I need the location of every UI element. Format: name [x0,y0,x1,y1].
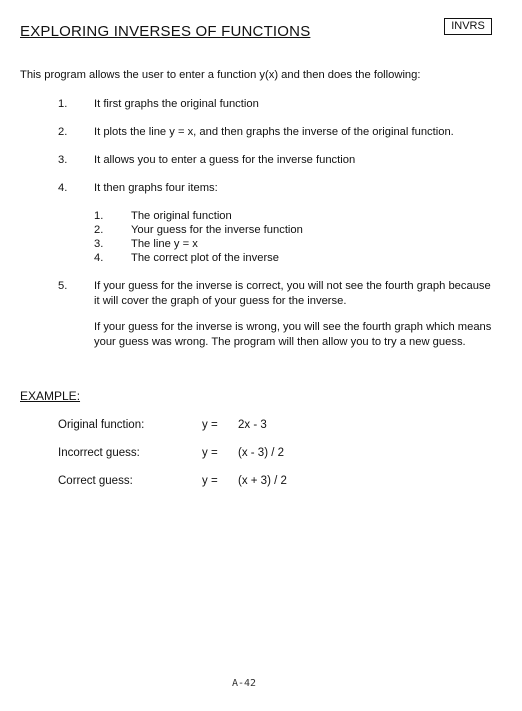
example-label: Original function: [58,419,145,431]
subitem-text: The correct plot of the inverse [131,252,279,264]
step-number: 5. [58,280,68,292]
subitem-number: 3. [94,238,104,250]
example-label: Incorrect guess: [58,447,140,459]
step-number: 4. [58,182,68,194]
example-equals: y = [202,447,218,459]
page-number: A-42 [232,678,257,689]
step-text: If your guess for the inverse is correct, you will not see the fourth graph because it will cover the graph of your guess for the inverse. [94,280,491,307]
example-heading: EXAMPLE: [20,389,81,403]
wrong-guess-paragraph: If your guess for the inverse is wrong, you will see the fourth graph which means your guess was wrong. The program will then allow you to try a new guess. [94,321,492,348]
example-value: 2x - 3 [238,419,267,431]
subitem-number: 1. [94,210,104,222]
intro-text: This program allows the user to enter a function y(x) and then does the following: [20,69,421,81]
step-text: It then graphs four items: [94,182,218,194]
step-number: 3. [58,154,68,166]
example-equals: y = [202,475,218,487]
subitem-text: The original function [131,210,232,222]
subitem-number: 2. [94,224,104,236]
example-equals: y = [202,419,218,431]
step-number: 2. [58,126,68,138]
step-text: It first graphs the original function [94,98,259,110]
subitem-text: The line y = x [131,238,198,250]
step-text: It plots the line y = x, and then graphs the inverse of the original function. [94,126,454,138]
program-tag: INVRS [444,18,492,35]
example-value: (x + 3) / 2 [238,475,287,487]
example-value: (x - 3) / 2 [238,447,285,459]
step-number: 1. [58,98,68,110]
step-text: It allows you to enter a guess for the inverse function [94,154,356,166]
example-label: Correct guess: [58,475,133,487]
page-title: EXPLORING INVERSES OF FUNCTIONS [20,23,311,40]
subitem-text: Your guess for the inverse function [131,224,303,236]
subitem-number: 4. [94,252,104,264]
